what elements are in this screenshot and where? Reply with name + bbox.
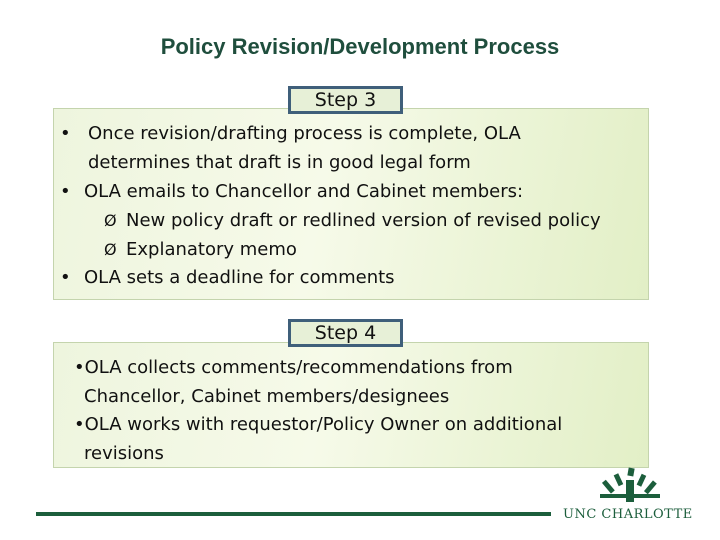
bullet-icon: • — [60, 123, 71, 144]
bullet-icon: • — [60, 267, 71, 288]
arrow-bullet-icon: Ø — [104, 211, 117, 230]
bullet-icon: • — [60, 181, 71, 202]
step4-label: Step 4 — [288, 319, 403, 347]
footer-bar — [36, 512, 551, 516]
logo-wordmark: UNC CHARLOTTE — [563, 507, 693, 522]
arrow-bullet-icon: Ø — [104, 240, 117, 259]
step3-line: OLA sets a deadline for comments — [84, 267, 395, 288]
step3-subline: New policy draft or redlined version of revised policy — [126, 210, 601, 231]
step3-line: Once revision/drafting process is complete, OLA — [88, 123, 521, 144]
step4-line: •OLA works with requestor/Policy Owner on additional — [74, 414, 563, 435]
step3-subline: Explanatory memo — [126, 239, 297, 260]
step3-line: OLA emails to Chancellor and Cabinet members: — [84, 181, 524, 202]
step4-line: •OLA collects comments/recommendations from — [74, 357, 513, 378]
page-title: Policy Revision/Development Process — [160, 34, 560, 59]
step3-line: determines that draft is in good legal form — [88, 152, 471, 173]
step3-label: Step 3 — [288, 86, 403, 114]
step4-line: revisions — [84, 443, 164, 464]
step4-line: Chancellor, Cabinet members/designees — [84, 386, 450, 407]
